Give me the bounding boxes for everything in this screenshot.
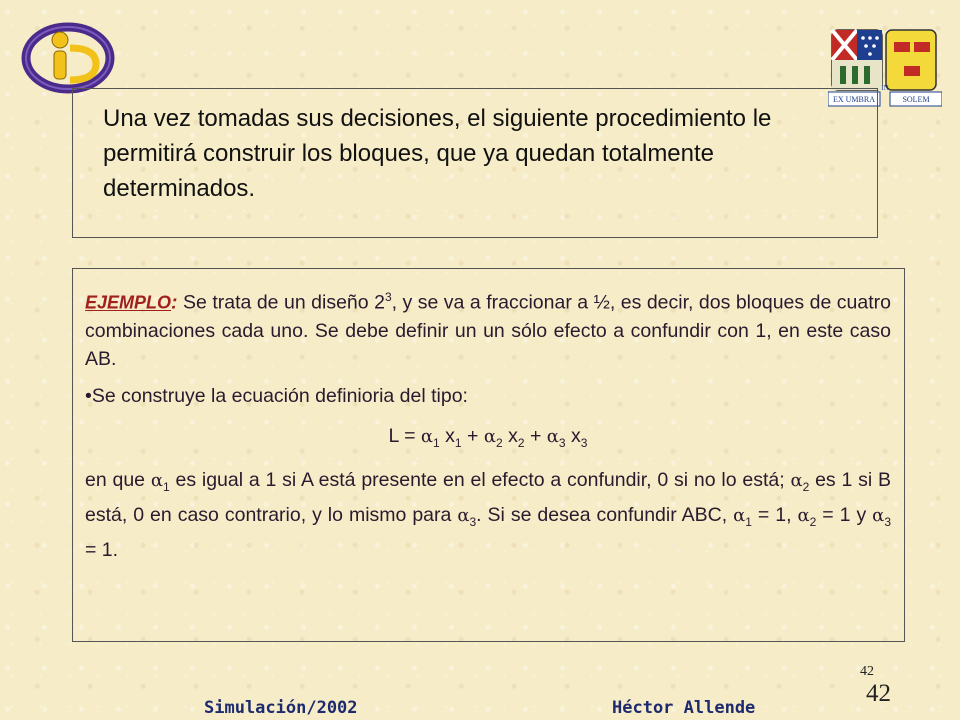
alpha-sub: 1 (745, 515, 752, 530)
alpha-symbol: α (457, 505, 470, 527)
footer-course: Simulación/2002 (204, 698, 358, 718)
intro-box (72, 88, 878, 238)
p4-text-c: es 1 si B está, 0 en caso contrario, y lo mismo para (85, 469, 891, 527)
alpha-symbol: α (790, 470, 803, 492)
alpha-sub: 3 (469, 515, 477, 530)
eq-x: x (445, 424, 455, 447)
p4-text-f: = 1 y (816, 504, 873, 527)
alpha-symbol: α (872, 505, 885, 527)
footer-author: Héctor Allende (612, 698, 756, 718)
intro-text: Una vez tomadas sus decisiones, el siguiente procedimiento le permitirá construir los bloques, que ya quedan totalmente determinados. (103, 105, 772, 202)
eq-sub: 2 (517, 435, 525, 450)
p4-text-g: = 1. (85, 539, 119, 562)
p4-text-b: es igual a 1 si A está presente en el efecto a confundir, 0 si no lo está; (169, 469, 791, 492)
eq-sub: 1 (454, 435, 462, 450)
p4-text-e: = 1, (751, 504, 798, 527)
eq-sub: 2 (495, 435, 503, 450)
p4-text-a: en que (85, 469, 151, 492)
id-logo-icon (18, 18, 118, 96)
example-lead-colon: : (171, 291, 178, 314)
bullet-item: •Se construye la ecuación definioria del tipo: (85, 384, 468, 407)
example-lead: EJEMPLO (85, 292, 172, 313)
alpha-symbol: α (546, 425, 559, 447)
exponent: 3 (384, 290, 392, 304)
p4-text-d: . Si se desea confundir ABC, (476, 504, 734, 527)
alpha-symbol: α (797, 505, 810, 527)
alpha-symbol: α (733, 505, 746, 527)
example-text-1b: , y se va a fraccionar a ½, es decir, dos bloques de cuatro combinaciones cada uno. Se debe definir un un sólo efecto a confundir con 1, en este caso AB. (85, 291, 891, 370)
alpha-sub: 2 (802, 480, 810, 495)
example-box (72, 268, 905, 642)
eq-lhs: L = (388, 424, 421, 447)
crest-motto-right: SOLEM (902, 95, 930, 104)
alpha-symbol: α (150, 470, 163, 492)
page-number-small: 42 (860, 664, 874, 679)
eq-x: x (508, 424, 518, 447)
eq-plus: + (461, 424, 484, 447)
alpha-sub: 1 (162, 480, 170, 495)
example-paragraph-4 (85, 466, 891, 564)
eq-plus: + (524, 424, 547, 447)
equation (85, 422, 891, 457)
alpha-sub: 3 (884, 515, 892, 530)
eq-x: x (571, 424, 581, 447)
example-text-1a: Se trata de un diseño 2 (177, 291, 385, 314)
page-number-large: 42 (866, 680, 891, 707)
alpha-symbol: α (420, 425, 434, 447)
crest-motto-left: EX UMBRA (832, 95, 876, 104)
eq-sub: 3 (580, 435, 588, 450)
example-paragraph-1 (85, 283, 891, 373)
example-content (85, 283, 891, 564)
eq-sub: 3 (558, 435, 566, 450)
eq-sub: 1 (433, 435, 440, 450)
crest-motto-mid: IN (881, 84, 889, 92)
alpha-symbol: α (483, 425, 496, 447)
alpha-sub: 2 (809, 515, 817, 530)
